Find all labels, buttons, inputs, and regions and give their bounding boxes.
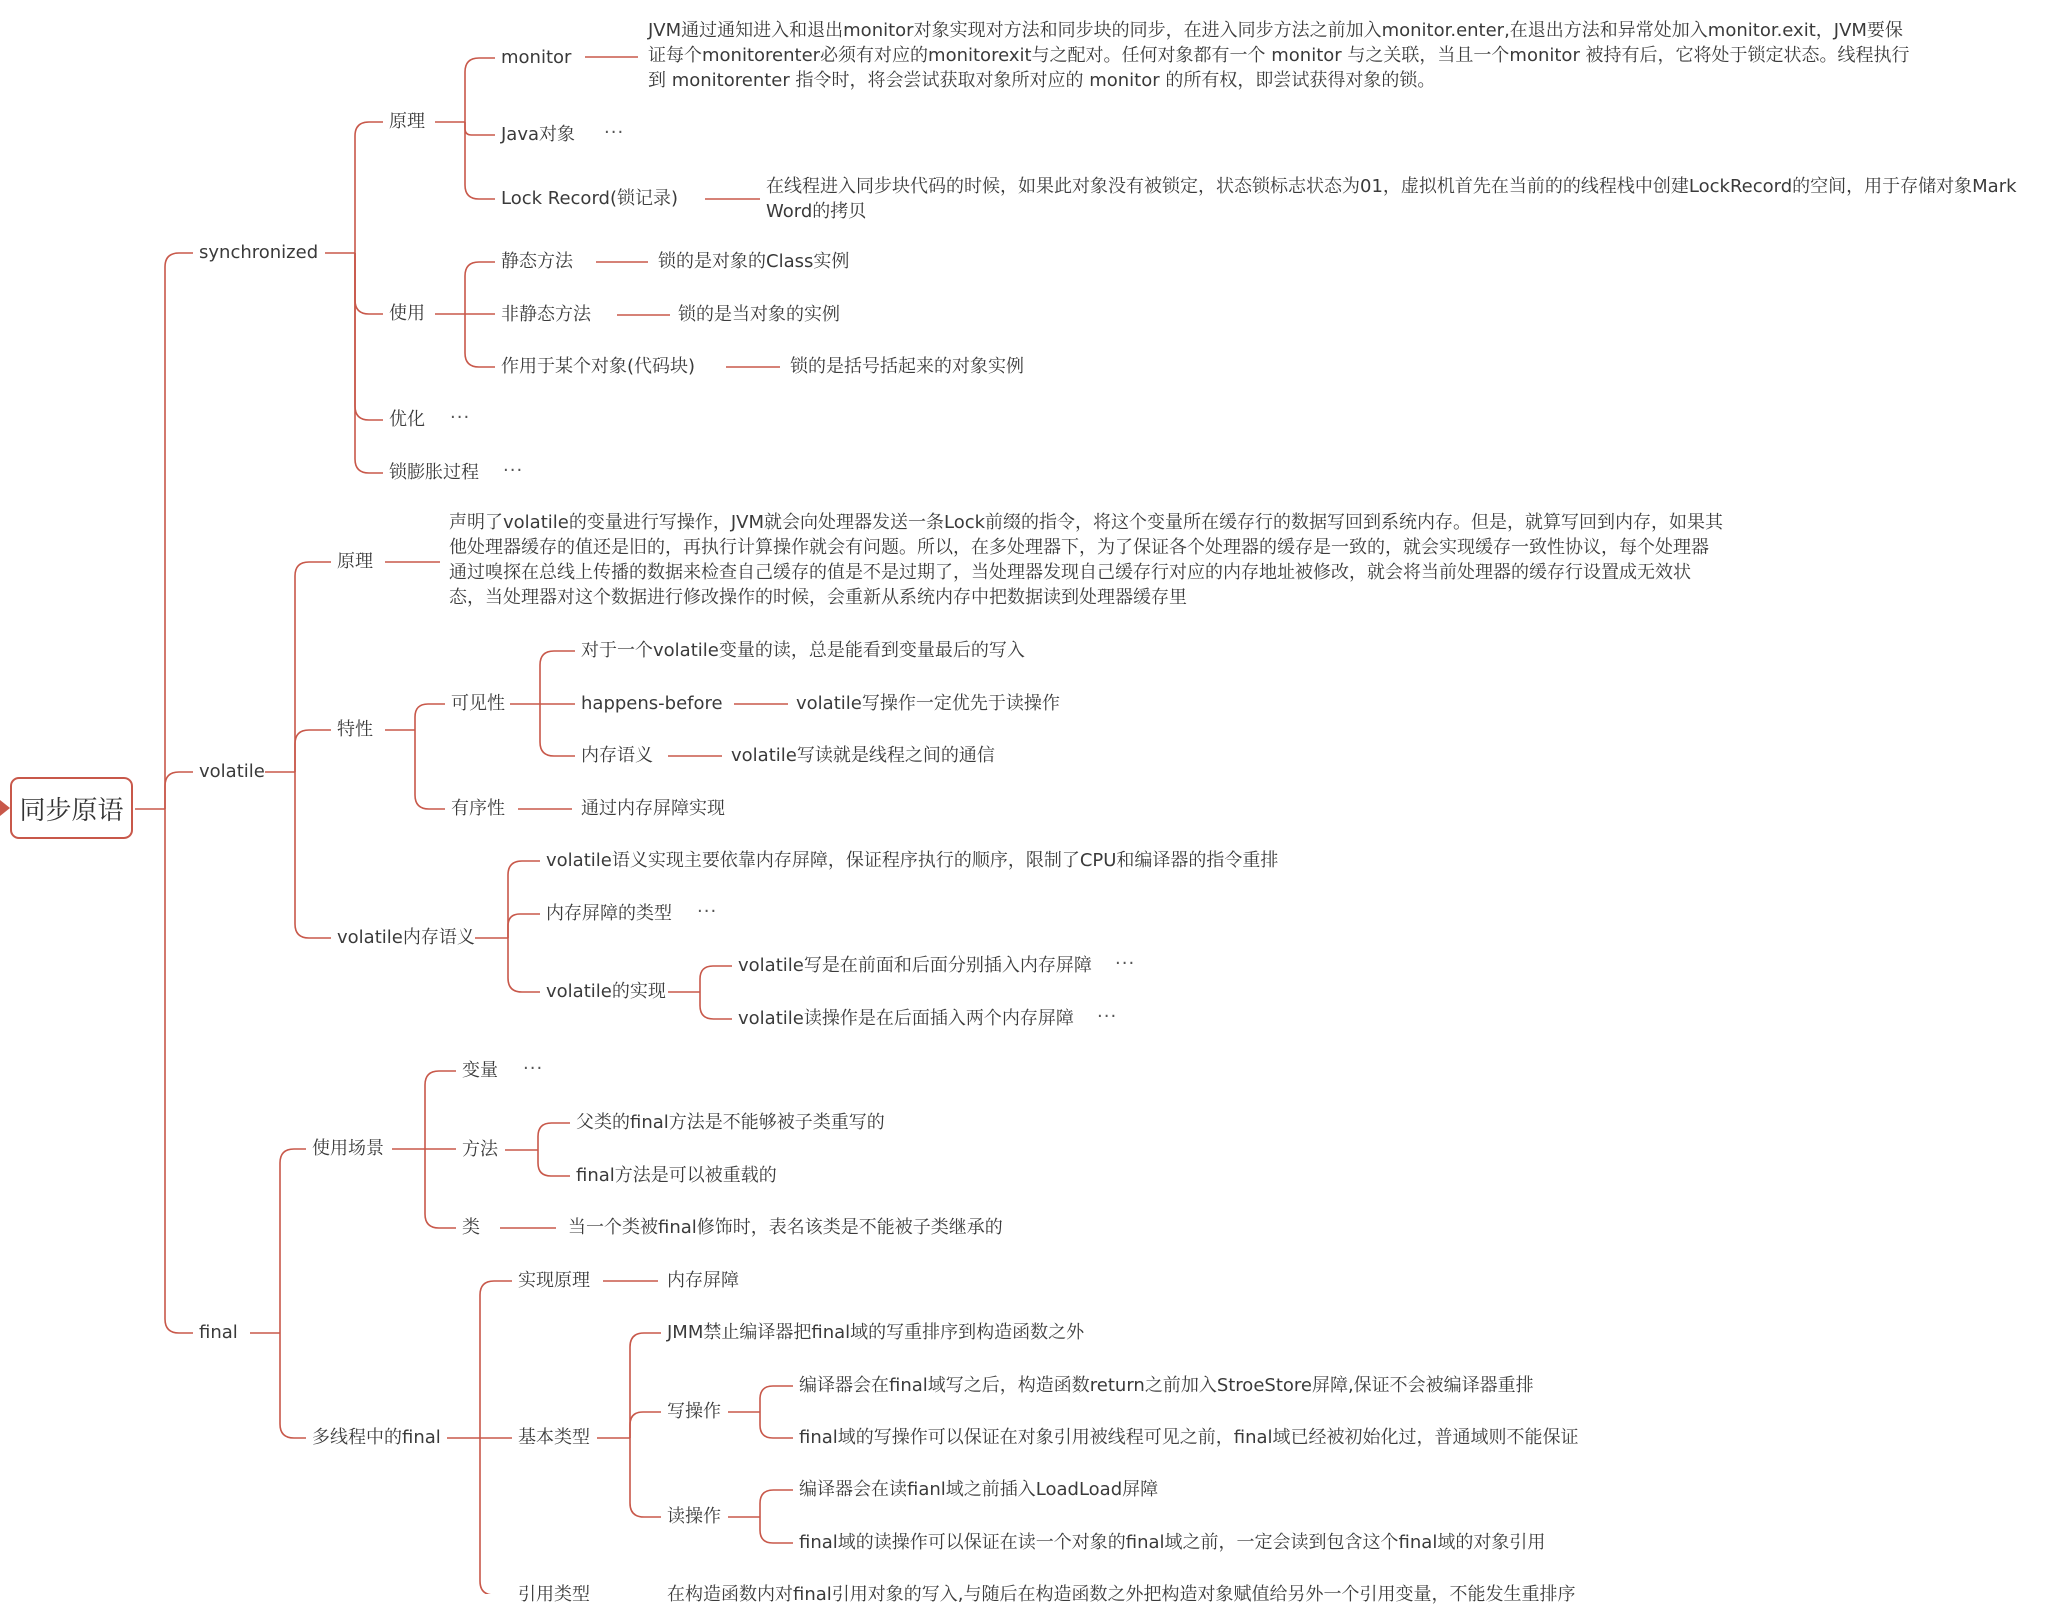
connector-line (355, 253, 383, 420)
node-jmm[interactable]: JMM禁止编译器把final域的写重排序到构造函数之外 (667, 1322, 1085, 1343)
connector-line (760, 1517, 793, 1543)
connector-line (760, 1490, 793, 1517)
node-variable[interactable]: 变量 (462, 1060, 498, 1081)
node-usage[interactable]: 使用场景 (312, 1138, 384, 1159)
node-vol-principle[interactable]: 原理 (337, 551, 373, 572)
connector-line (538, 1123, 570, 1150)
node-volatile[interactable]: volatile (199, 761, 265, 782)
node-final[interactable]: final (199, 1322, 238, 1343)
node-nonstatic-method[interactable]: 非静态方法 (501, 304, 591, 325)
connector-line (465, 314, 495, 367)
node-write-2[interactable]: final域的写操作可以保证在对象引用被线程可见之前，final域已经被初始化过，普通域则不能保证 (799, 1427, 1579, 1448)
node-visibility-1[interactable]: 对于一个volatile变量的读，总是能看到变量最后的写入 (581, 640, 1025, 661)
connector-line (630, 1412, 661, 1438)
node-static-method-desc[interactable]: 锁的是对象的Class实例 (658, 251, 850, 272)
node-happens-before[interactable]: happens-before (581, 693, 723, 714)
connector-line (465, 122, 495, 199)
node-write-op[interactable]: 写操作 (667, 1401, 721, 1422)
connector-line (538, 1150, 570, 1176)
node-write-1[interactable]: 编译器会在final域写之后，构造函数return之前加入StroeStore屏障,保证不会被编译器重排 (799, 1375, 1534, 1396)
connector-line (280, 1149, 306, 1333)
node-monitor-desc[interactable]: JVM通过通知进入和退出monitor对象实现对方法和同步块的同步，在进入同步方法之前加入monitor.enter,在退出方法和异常处加入monitor.exit，JVM要保证每个monitorenter必须有对应的monitorexit与之配对。任何对象都有一个 monitor 与之关联，当且一个monitor 被持有后，它将处于锁定状态。线程执行到 monitorenter 指令时，将会尝试获取对象所对应的 monitor 的所有权，即尝试获得对象的锁。 (648, 20, 1910, 91)
connector-line (630, 1438, 661, 1517)
collapsed-marker[interactable]: ··· (1115, 953, 1136, 974)
node-vol-read[interactable]: volatile读操作是在后面插入两个内存屏障 (738, 1008, 1074, 1029)
node-impl-principle[interactable]: 实现原理 (518, 1270, 590, 1291)
node-visibility[interactable]: 可见性 (451, 693, 505, 714)
collapsed-marker[interactable]: ··· (604, 122, 625, 143)
node-java-object[interactable]: Java对象 (501, 124, 576, 145)
connector-line (295, 562, 331, 772)
node-lock-record-desc[interactable]: 在线程进入同步块代码的时候，如果此对象没有被锁定，状态锁标志状态为01，虚拟机首先在当前的的线程栈中创建LockRecord的空间，用于存储对象Mark Word的拷贝 (766, 176, 2017, 222)
connector-line (465, 262, 495, 314)
node-barrier-types[interactable]: 内存屏障的类型 (546, 903, 672, 924)
node-happens-before-desc[interactable]: volatile写操作一定优先于读操作 (796, 693, 1060, 714)
node-optimize[interactable]: 优化 (389, 409, 425, 430)
node-sync-principle[interactable]: 原理 (389, 111, 425, 132)
node-static-method[interactable]: 静态方法 (501, 251, 573, 272)
node-object-block[interactable]: 作用于某个对象(代码块) (501, 356, 696, 377)
node-vol-principle-desc[interactable]: 声明了volatile的变量进行写操作，JVM就会向处理器发送一条Lock前缀的指令，将这个变量所在缓存行的数据写回到系统内存。但是，就算写回到内存，如果其他处理器缓存的值还是旧的，再执行计算操作就会有问题。所以，在多处理器下，为了保证各个处理器的缓存是一致的，就会实现缓存一致性协议，每个处理器通过嗅探在总线上传播的数据来检查自己缓存的值是不是过期了，当处理器发现自己缓存行对应的内存地址被修改，就会将当前处理器的缓存行设置成无效状态，当处理器对这个数据进行修改操作的时候，会重新从系统内存中把数据读到处理器缓存里 (449, 512, 1724, 608)
node-vol-impl[interactable]: volatile的实现 (546, 981, 666, 1002)
node-nonstatic-method-desc[interactable]: 锁的是当对象的实例 (678, 304, 840, 325)
node-lock-inflate[interactable]: 锁膨胀过程 (389, 462, 479, 483)
node-read-2[interactable]: final域的读操作可以保证在读一个对象的final域之前，一定会读到包含这个final域的对象引用 (799, 1532, 1546, 1553)
connector-line (760, 1386, 793, 1412)
connector-line (480, 1438, 512, 1594)
node-ordering-desc[interactable]: 通过内存屏障实现 (581, 798, 725, 819)
node-vol-write[interactable]: volatile写是在前面和后面分别插入内存屏障 (738, 955, 1092, 976)
connector-line (425, 1071, 456, 1149)
node-class[interactable]: 类 (462, 1217, 480, 1238)
connector-line (508, 861, 540, 938)
node-vol-memory-semantic[interactable]: volatile内存语义 (337, 927, 475, 948)
node-memory-semantic-desc[interactable]: volatile写读就是线程之间的通信 (731, 745, 995, 766)
collapsed-marker[interactable]: ··· (450, 407, 471, 428)
root-handle-icon[interactable] (0, 800, 10, 816)
connector-line (295, 730, 331, 772)
connector-line (465, 58, 495, 122)
collapsed-marker[interactable]: ··· (503, 460, 524, 481)
node-monitor[interactable]: monitor (501, 47, 572, 68)
connector-line (280, 1333, 306, 1438)
node-synchronized[interactable]: synchronized (199, 242, 319, 263)
node-multithread-final[interactable]: 多线程中的final (312, 1427, 441, 1448)
connector-line (700, 992, 732, 1019)
node-ordering[interactable]: 有序性 (451, 798, 505, 819)
collapsed-marker[interactable]: ··· (697, 901, 718, 922)
connector-line (760, 1412, 793, 1438)
node-ref-desc[interactable]: 在构造函数内对final引用对象的写入,与随后在构造函数之外把构造对象赋值给另外一个引用变量，不能发生重排序 (667, 1584, 1576, 1605)
node-class-desc[interactable]: 当一个类被final修饰时，表名该类是不能被子类继承的 (568, 1217, 1003, 1238)
node-vol-feature[interactable]: 特性 (337, 719, 373, 740)
connector-line (480, 1281, 512, 1438)
connector-line (465, 122, 495, 135)
root-node[interactable] (10, 777, 133, 839)
connector-line (508, 938, 540, 992)
node-read-op[interactable]: 读操作 (667, 1506, 721, 1527)
node-sync-use[interactable]: 使用 (389, 303, 425, 324)
node-object-block-desc[interactable]: 锁的是括号括起来的对象实例 (790, 356, 1024, 377)
connector-line (415, 730, 445, 809)
collapsed-marker[interactable]: ··· (523, 1058, 544, 1079)
connector-line (415, 704, 445, 730)
node-basic-type[interactable]: 基本类型 (518, 1427, 590, 1448)
node-impl-principle-desc[interactable]: 内存屏障 (667, 1270, 739, 1291)
node-lock-record[interactable]: Lock Record(锁记录) (501, 188, 679, 209)
connector-line (540, 651, 575, 704)
connector-line (355, 253, 383, 314)
node-read-1[interactable]: 编译器会在读fianl域之前插入LoadLoad屏障 (799, 1479, 1159, 1500)
root-label: 同步原语 (19, 795, 124, 826)
connector-line (165, 253, 193, 809)
node-vol-memory-1[interactable]: volatile语义实现主要依靠内存屏障，保证程序执行的顺序，限制了CPU和编译器的指令重排 (546, 850, 1279, 871)
node-memory-semantic[interactable]: 内存语义 (581, 745, 653, 766)
connector-line (295, 772, 331, 938)
connector-line (700, 966, 732, 992)
connector-line (165, 809, 193, 1333)
connector-line (508, 914, 540, 938)
node-method[interactable]: 方法 (462, 1139, 498, 1160)
connector-line (355, 122, 383, 253)
node-method-1[interactable]: 父类的final方法是不能够被子类重写的 (576, 1112, 885, 1133)
node-ref-type[interactable]: 引用类型 (518, 1584, 590, 1605)
node-method-2[interactable]: final方法是可以被重载的 (576, 1165, 777, 1186)
connector-line (165, 772, 193, 809)
connector-line (630, 1333, 661, 1438)
collapsed-marker[interactable]: ··· (1097, 1006, 1118, 1027)
connector-line (540, 704, 575, 756)
connector-line (425, 1149, 456, 1228)
connector-line (355, 253, 383, 473)
